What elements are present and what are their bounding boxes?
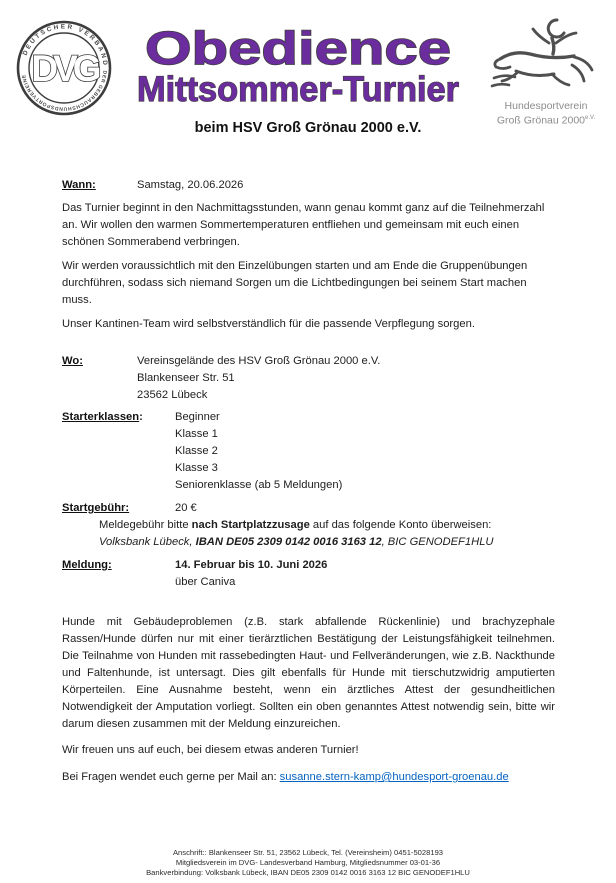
event-title xyxy=(124,20,472,108)
club-caption-ev: e.V. xyxy=(585,114,596,121)
club-caption-line1: Hundesportverein xyxy=(504,100,588,112)
content xyxy=(0,177,616,786)
footer-membership: Mitgliedsverein im DVG- Landesverband Hamburg, Mitgliedsnummer 03-01-36 xyxy=(175,858,441,867)
starter-class: Klasse 2 xyxy=(175,445,218,457)
page-subtitle: beim HSV Groß Grönau 2000 e.V. xyxy=(194,120,422,136)
starter-class: Klasse 1 xyxy=(175,428,218,440)
section-startgebuehr xyxy=(62,500,555,517)
section-meldung xyxy=(62,557,555,591)
dvg-ring-text-top: DEUTSCHER VERBAND xyxy=(21,23,109,68)
wann-value: Samstag, 20.06.2026 xyxy=(137,179,244,191)
intro-paragraph-1: Das Turnier beginnt in den Nachmittagsstunden, wann genau kommt ganz auf die Teilnehmerzahl an. Wir wollen den warmen Sommertemperaturen entfliehen und gemeinsam mit euch einen schönen Sommerabend verbringen. xyxy=(62,202,545,248)
title-line-1: Obedience xyxy=(145,22,451,74)
starter-class: Klasse 3 xyxy=(175,462,218,474)
wann-label: Wann: xyxy=(62,179,96,191)
title-block xyxy=(116,16,480,113)
meldung-label: Meldung: xyxy=(62,559,112,571)
club-logo xyxy=(480,16,612,127)
rules-paragraph: Hunde mit Gebäudeproblemen (z.B. stark abfallende Rückenlinie) und brachyzephale Rassen/Hunde dürfen nur mit einer tierärztlichen Bestätigung der Leistungsfähigkeit teilnehmen. Die Teilnahme von Hunden mit rassebedingten Haut- und Fellveränderungen, wie z.B. Nackthunde und Faltenhunde, ist untersagt. Dies gilt ebenfalls für Hunde mit tierschutzwidrig amputierten Körperteilen. Eine Ausnahme besteht, wenn ein ärztliches Attest der gesundheitlichen Notwendigkeit der Amputation vorliegt. Sollten ein oben genanntes Attest notwendig sein, bitte wir darum diesen zusammen mit der Meldung einzureichen. xyxy=(62,616,555,730)
starterklassen-label: Starterklassen xyxy=(62,411,140,423)
wo-line: 23562 Lübeck xyxy=(137,389,208,401)
wo-label: Wo: xyxy=(62,355,83,367)
startgebuehr-value: 20 € xyxy=(175,502,197,514)
dvg-logo xyxy=(14,18,116,123)
section-wo xyxy=(62,353,555,404)
iban: IBAN DE05 2309 0142 0016 3163 12 xyxy=(195,536,382,548)
footer-bank: Bankverbindung: Volksbank Lübeck, IBAN DE05 2309 0142 0016 3163 12 BIC GENODEF1HLU xyxy=(146,868,470,877)
dvg-ring-text-bottom: DER GEBRAUCHSHUNDSPORTVEREINE xyxy=(20,70,108,112)
startgebuehr-note: Meldegebühr bitte nach Startplatzzusage auf das folgende Konto überweisen: xyxy=(99,519,492,531)
wo-line: Blankenseer Str. 51 xyxy=(137,372,235,384)
club-caption-line2: Groß Grönau $2000^{e.V.}$ xyxy=(496,114,596,126)
club-logo-icon xyxy=(488,16,604,98)
header xyxy=(0,0,616,126)
section-starterklassen: Starterklassen: Beginner Klasse 1 Klasse 2 Klasse 3 Seniorenklasse (ab 5 Meldungen) xyxy=(62,409,555,494)
title-line-2: Mittsommer-Turnier xyxy=(137,70,460,108)
meldung-platform: über Caniva xyxy=(175,576,236,588)
intro-paragraph-2: Wir werden voraussichtlich mit den Einzelübungen starten und am Ende die Gruppenübungen durchführen, sodass sich niemand Sorgen um die Lichtbedingungen bei seinem Start machen muss. xyxy=(62,260,528,306)
meldung-values xyxy=(175,557,327,591)
contact-prefix: Bei Fragen wendet euch gerne per Mail an: xyxy=(62,771,280,783)
starterklassen-list xyxy=(175,409,342,494)
club-caption xyxy=(480,101,612,127)
intro-paragraph-3: Unser Kantinen-Team wird selbstverständlich für die passende Verpflegung sorgen. xyxy=(62,318,475,330)
startgebuehr-label: Startgebühr: xyxy=(62,502,130,514)
starter-class: Seniorenklasse (ab 5 Meldungen) xyxy=(175,479,343,491)
contact-email-link[interactable]: susanne.stern-kamp@hundesport-groenau.de xyxy=(279,771,509,783)
footer-address: Anschrift:: Blankenseer Str. 51, 23562 Lübeck, Tel. (Vereinsheim) 0451-5028193 xyxy=(172,848,444,857)
dvg-seal-icon xyxy=(14,18,114,118)
footer xyxy=(0,848,616,878)
startgebuehr-note-bold: nach Startplatzzusage xyxy=(191,519,310,531)
contact-line xyxy=(62,769,555,786)
wo-line: Vereinsgelände des HSV Groß Grönau 2000 e.V. xyxy=(137,355,381,367)
closing-line: Wir freuen uns auf euch, bei diesem etwas anderen Turnier! xyxy=(62,744,359,756)
bank-details: Volksbank Lübeck, IBAN DE05 2309 0142 0016 3163 12, BIC GENODEF1HLU xyxy=(99,536,494,548)
wo-address xyxy=(137,353,380,404)
dvg-monogram: DVG xyxy=(31,48,97,89)
meldung-period: 14. Februar bis 10. Juni 2026 xyxy=(175,559,328,571)
section-wann xyxy=(62,177,555,194)
starter-class: Beginner xyxy=(175,411,220,423)
